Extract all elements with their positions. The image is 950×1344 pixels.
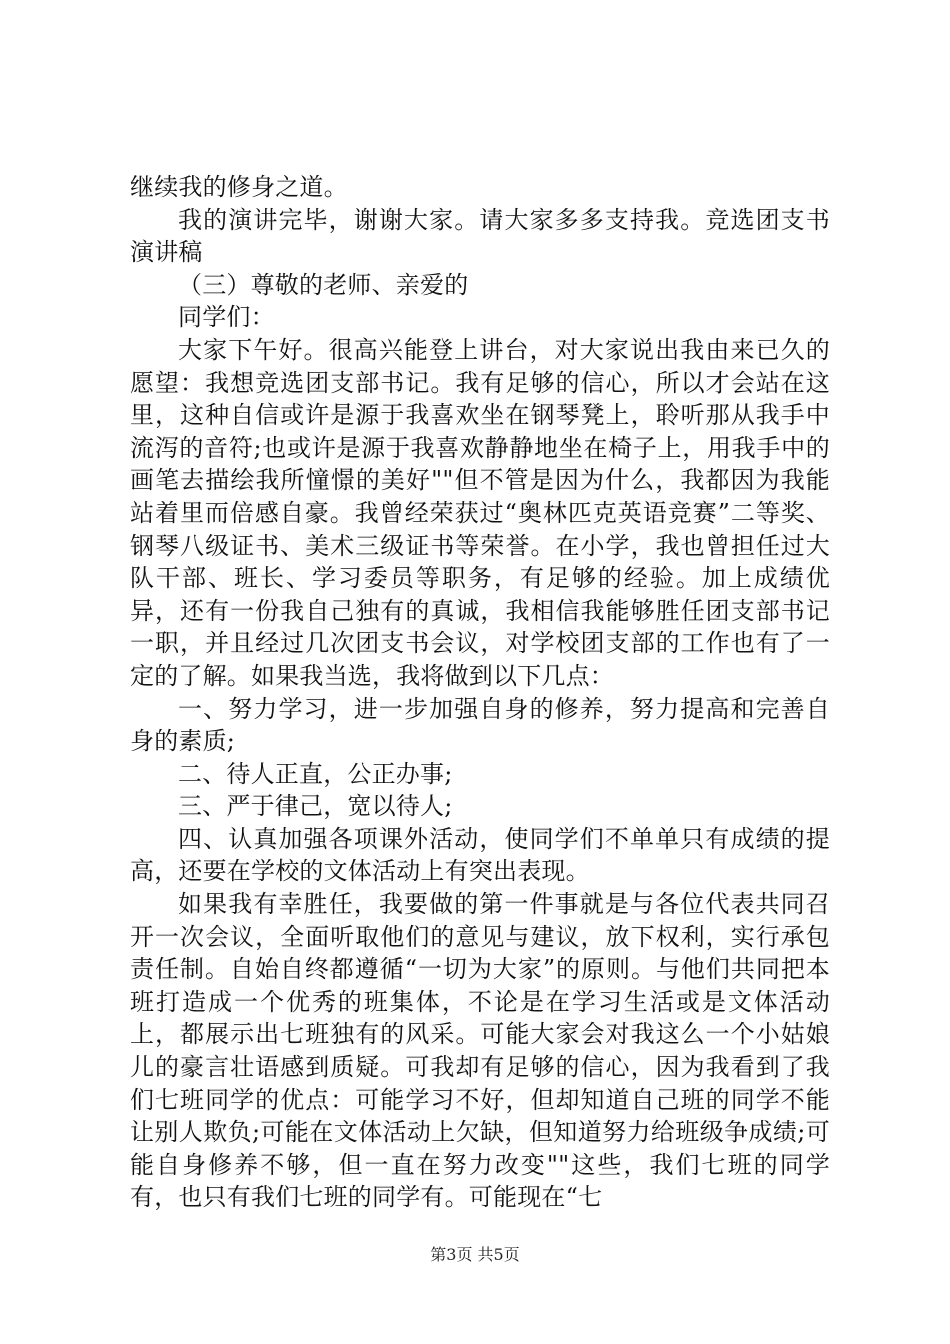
page-footer: 第3页 共5页 <box>430 1245 520 1264</box>
paragraph-point-two: 二、待人正直，公正办事; <box>178 759 453 788</box>
paragraph-continuation: 继续我的修身之道。 <box>130 173 348 201</box>
paragraph-introduction: 大家下午好。很高兴能登上讲台，对大家说出我由来已久的愿望：我想竞选团支部书记。我有足够的信心，所以才会站在这里，这种自信或许是源于我喜欢坐在钢琴凳上，聆听那从我手中流泻的音符;也或许是源于我喜欢静静地坐在椅子上，用我手中的画笔去描绘我所憧憬的美好""但不管是因为什么，我都因为我能站着里而倍感自豪。我曾经荣获过“奥林匹克英语竞赛”二等奖、钢琴八级证书、美术三级证书等荣誉。在小学，我也曾担任过大队干部、班长、学习委员等职务，有足够的经验。加上成绩优异，还有一份我自己独有的真诚，我相信我能够胜任团支部书记一职，并且经过几次团支书会议，对学校团支部的工作也有了一定的了解。如果我当选，我将做到以下几点： <box>130 335 830 690</box>
paragraph-closing: 我的演讲完毕，谢谢大家。请大家多多支持我。竞选团支书演讲稿 <box>130 205 830 267</box>
paragraph-section-heading: （三）尊敬的老师、亲爱的 <box>178 270 469 299</box>
paragraph-salutation: 同学们： <box>178 303 275 332</box>
paragraph-point-one: 一、努力学习，进一步加强自身的修养，努力提高和完善自身的素质; <box>130 694 830 756</box>
paragraph-point-three: 三、严于律己，宽以待人; <box>178 792 453 821</box>
document-body <box>130 171 830 1214</box>
paragraph-plan: 如果我有幸胜任，我要做的第一件事就是与各位代表共同召开一次会议，全面听取他们的意见与建议，放下权利，实行承包责任制。自始自终都遵循“一切为大家”的原则。与他们共同把本班打造成一个优秀的班集体，不论是在学习生活或是文体活动上，都展示出七班独有的风采。可能大家会对我这么一个小姑娘儿的豪言壮语感到质疑。可我却有足够的信心，因为我看到了我们七班同学的优点：可能学习不好，但却知道自己班的同学不能让别人欺负;可能在文体活动上欠缺，但知道努力给班级争成绩;可能自身修养不够，但一直在努力改变""这些，我们七班的同学有，也只有我们七班的同学有。可能现在“七 <box>130 890 830 1212</box>
paragraph-point-four: 四、认真加强各项课外活动，使同学们不单单只有成绩的提高，还要在学校的文体活动上有突出表现。 <box>130 824 830 886</box>
